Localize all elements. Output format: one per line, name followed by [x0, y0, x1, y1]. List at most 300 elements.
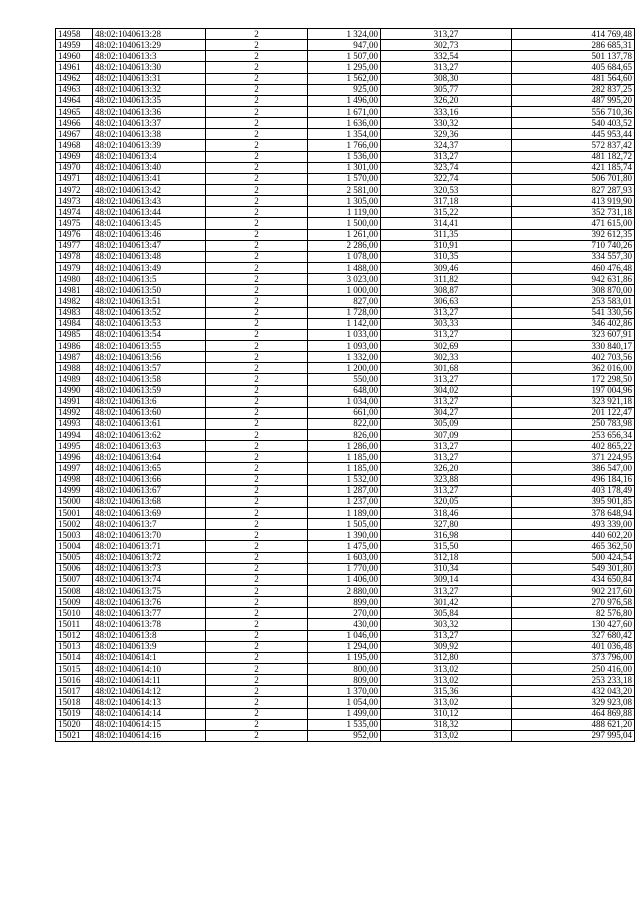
- land-area-cell: 800,00: [308, 664, 381, 675]
- cadastral-value-cell: 402 703,56: [512, 352, 635, 363]
- land-area-cell: 1 142,00: [308, 318, 381, 329]
- row-number-cell: 15009: [56, 597, 93, 608]
- table-row: [56, 140, 635, 151]
- cadastral-value-cell: 250 416,00: [512, 664, 635, 675]
- unit-value-cell: 301,42: [381, 597, 512, 608]
- cadastral-number-cell: 48:02:1040613:68: [93, 496, 206, 507]
- table-row: [56, 463, 635, 474]
- cadastral-value-cell: 323 921,18: [512, 396, 635, 407]
- table-row: [56, 95, 635, 106]
- category-code-cell: 2: [206, 73, 308, 84]
- cadastral-number-cell: 48:02:1040614:12: [93, 686, 206, 697]
- row-number-cell: 15007: [56, 574, 93, 585]
- unit-value-cell: 324,37: [381, 140, 512, 151]
- land-area-cell: 822,00: [308, 418, 381, 429]
- cadastral-value-cell: 250 783,98: [512, 418, 635, 429]
- cadastral-value-cell: 329 923,08: [512, 697, 635, 708]
- category-code-cell: 2: [206, 563, 308, 574]
- land-area-cell: 1 046,00: [308, 630, 381, 641]
- row-number-cell: 14995: [56, 441, 93, 452]
- unit-value-cell: 313,02: [381, 675, 512, 686]
- land-area-cell: 1 671,00: [308, 106, 381, 117]
- land-area-cell: 1 532,00: [308, 474, 381, 485]
- row-number-cell: 14969: [56, 151, 93, 162]
- unit-value-cell: 313,27: [381, 29, 512, 40]
- land-area-cell: 270,00: [308, 608, 381, 619]
- row-number-cell: 15012: [56, 630, 93, 641]
- category-code-cell: 2: [206, 173, 308, 184]
- table-row: [56, 574, 635, 585]
- table-row: [56, 597, 635, 608]
- row-number-cell: 15011: [56, 619, 93, 630]
- cadastral-value-cell: 395 901,85: [512, 496, 635, 507]
- unit-value-cell: 303,33: [381, 318, 512, 329]
- row-number-cell: 15014: [56, 652, 93, 663]
- land-area-cell: 1 505,00: [308, 519, 381, 530]
- cadastral-value-cell: 270 976,58: [512, 597, 635, 608]
- row-number-cell: 14988: [56, 363, 93, 374]
- cadastral-value-table: [55, 28, 635, 742]
- category-code-cell: 2: [206, 40, 308, 51]
- table-row: [56, 218, 635, 229]
- unit-value-cell: 305,77: [381, 84, 512, 95]
- table-row: [56, 430, 635, 441]
- unit-value-cell: 313,27: [381, 151, 512, 162]
- land-area-cell: 1 354,00: [308, 129, 381, 140]
- table-row: [56, 452, 635, 463]
- unit-value-cell: 318,32: [381, 719, 512, 730]
- cadastral-value-cell: 253 583,01: [512, 296, 635, 307]
- unit-value-cell: 310,34: [381, 563, 512, 574]
- cadastral-number-cell: 48:02:1040614:11: [93, 675, 206, 686]
- cadastral-value-cell: 556 710,36: [512, 106, 635, 117]
- category-code-cell: 2: [206, 385, 308, 396]
- row-number-cell: 14973: [56, 196, 93, 207]
- category-code-cell: 2: [206, 140, 308, 151]
- category-code-cell: 2: [206, 285, 308, 296]
- unit-value-cell: 315,22: [381, 207, 512, 218]
- cadastral-number-cell: 48:02:1040614:16: [93, 730, 206, 741]
- category-code-cell: 2: [206, 329, 308, 340]
- row-number-cell: 15008: [56, 586, 93, 597]
- row-number-cell: 15021: [56, 730, 93, 741]
- table-row: [56, 196, 635, 207]
- unit-value-cell: 309,46: [381, 262, 512, 273]
- category-code-cell: 2: [206, 530, 308, 541]
- table-row: [56, 274, 635, 285]
- unit-value-cell: 313,02: [381, 697, 512, 708]
- land-area-cell: 1 119,00: [308, 207, 381, 218]
- cadastral-value-cell: 421 185,74: [512, 162, 635, 173]
- land-area-cell: 1 305,00: [308, 196, 381, 207]
- unit-value-cell: 317,18: [381, 196, 512, 207]
- row-number-cell: 14985: [56, 329, 93, 340]
- row-number-cell: 15006: [56, 563, 93, 574]
- unit-value-cell: 311,35: [381, 229, 512, 240]
- cadastral-value-cell: 286 685,31: [512, 40, 635, 51]
- row-number-cell: 15000: [56, 496, 93, 507]
- cadastral-number-cell: 48:02:1040613:9: [93, 641, 206, 652]
- row-number-cell: 14967: [56, 129, 93, 140]
- land-area-cell: 1 093,00: [308, 340, 381, 351]
- cadastral-value-cell: 172 298,50: [512, 374, 635, 385]
- cadastral-value-cell: 942 631,86: [512, 274, 635, 285]
- row-number-cell: 14996: [56, 452, 93, 463]
- unit-value-cell: 302,33: [381, 352, 512, 363]
- table-row: [56, 118, 635, 129]
- unit-value-cell: 313,27: [381, 452, 512, 463]
- table-row: [56, 84, 635, 95]
- row-number-cell: 14975: [56, 218, 93, 229]
- cadastral-number-cell: 48:02:1040613:49: [93, 262, 206, 273]
- unit-value-cell: 313,27: [381, 374, 512, 385]
- table-row: [56, 396, 635, 407]
- land-area-cell: 1 728,00: [308, 307, 381, 318]
- cadastral-number-cell: 48:02:1040613:47: [93, 240, 206, 251]
- cadastral-value-cell: 352 731,18: [512, 207, 635, 218]
- table-row: [56, 418, 635, 429]
- land-area-cell: 925,00: [308, 84, 381, 95]
- cadastral-number-cell: 48:02:1040613:52: [93, 307, 206, 318]
- row-number-cell: 14980: [56, 274, 93, 285]
- cadastral-value-cell: 541 330,56: [512, 307, 635, 318]
- unit-value-cell: 315,36: [381, 686, 512, 697]
- row-number-cell: 14966: [56, 118, 93, 129]
- land-area-cell: 1 636,00: [308, 118, 381, 129]
- land-area-cell: 1 603,00: [308, 552, 381, 563]
- row-number-cell: 14976: [56, 229, 93, 240]
- table-row: [56, 664, 635, 675]
- cadastral-number-cell: 48:02:1040613:77: [93, 608, 206, 619]
- table-row: [56, 73, 635, 84]
- row-number-cell: 14978: [56, 251, 93, 262]
- row-number-cell: 14958: [56, 29, 93, 40]
- category-code-cell: 2: [206, 675, 308, 686]
- unit-value-cell: 301,68: [381, 363, 512, 374]
- unit-value-cell: 313,27: [381, 62, 512, 73]
- cadastral-number-cell: 48:02:1040613:40: [93, 162, 206, 173]
- cadastral-value-cell: 481 564,60: [512, 73, 635, 84]
- land-area-cell: 661,00: [308, 407, 381, 418]
- category-code-cell: 2: [206, 129, 308, 140]
- category-code-cell: 2: [206, 719, 308, 730]
- cadastral-value-cell: 445 953,44: [512, 129, 635, 140]
- category-code-cell: 2: [206, 296, 308, 307]
- cadastral-number-cell: 48:02:1040613:8: [93, 630, 206, 641]
- table-row: [56, 730, 635, 741]
- row-number-cell: 14994: [56, 430, 93, 441]
- land-area-cell: 1 286,00: [308, 441, 381, 452]
- category-code-cell: 2: [206, 641, 308, 652]
- category-code-cell: 2: [206, 207, 308, 218]
- table-row: [56, 485, 635, 496]
- cadastral-number-cell: 48:02:1040613:6: [93, 396, 206, 407]
- cadastral-value-cell: 82 576,80: [512, 608, 635, 619]
- cadastral-number-cell: 48:02:1040613:7: [93, 519, 206, 530]
- table-row: [56, 630, 635, 641]
- table-row: [56, 240, 635, 251]
- cadastral-value-cell: 432 043,20: [512, 686, 635, 697]
- table-row: [56, 329, 635, 340]
- cadastral-value-cell: 253 233,18: [512, 675, 635, 686]
- cadastral-number-cell: 48:02:1040613:3: [93, 51, 206, 62]
- land-area-cell: 1 033,00: [308, 329, 381, 340]
- land-area-cell: 1 287,00: [308, 485, 381, 496]
- unit-value-cell: 305,84: [381, 608, 512, 619]
- table-row: [56, 586, 635, 597]
- cadastral-value-cell: 572 837,42: [512, 140, 635, 151]
- row-number-cell: 14965: [56, 106, 93, 117]
- category-code-cell: 2: [206, 374, 308, 385]
- cadastral-number-cell: 48:02:1040613:51: [93, 296, 206, 307]
- table-row: [56, 697, 635, 708]
- unit-value-cell: 311,82: [381, 274, 512, 285]
- unit-value-cell: 312,80: [381, 652, 512, 663]
- land-area-cell: 2 880,00: [308, 586, 381, 597]
- row-number-cell: 14983: [56, 307, 93, 318]
- land-area-cell: 1 499,00: [308, 708, 381, 719]
- cadastral-value-cell: 297 995,04: [512, 730, 635, 741]
- table-row: [56, 151, 635, 162]
- unit-value-cell: 320,05: [381, 496, 512, 507]
- table-row: [56, 262, 635, 273]
- cadastral-value-cell: 501 137,78: [512, 51, 635, 62]
- table-row: [56, 106, 635, 117]
- row-number-cell: 14964: [56, 95, 93, 106]
- category-code-cell: 2: [206, 552, 308, 563]
- table-row: [56, 129, 635, 140]
- land-area-cell: 1 185,00: [308, 452, 381, 463]
- land-area-cell: 1 370,00: [308, 686, 381, 697]
- cadastral-number-cell: 48:02:1040613:36: [93, 106, 206, 117]
- unit-value-cell: 309,14: [381, 574, 512, 585]
- unit-value-cell: 313,27: [381, 396, 512, 407]
- unit-value-cell: 313,27: [381, 630, 512, 641]
- cadastral-number-cell: 48:02:1040613:67: [93, 485, 206, 496]
- cadastral-number-cell: 48:02:1040613:4: [93, 151, 206, 162]
- category-code-cell: 2: [206, 84, 308, 95]
- cadastral-value-cell: 471 615,00: [512, 218, 635, 229]
- land-area-cell: 1 000,00: [308, 285, 381, 296]
- row-number-cell: 15020: [56, 719, 93, 730]
- cadastral-value-cell: 540 403,52: [512, 118, 635, 129]
- row-number-cell: 15015: [56, 664, 93, 675]
- table-row: [56, 207, 635, 218]
- table-row: [56, 340, 635, 351]
- unit-value-cell: 309,92: [381, 641, 512, 652]
- land-area-cell: 3 023,00: [308, 274, 381, 285]
- row-number-cell: 14984: [56, 318, 93, 329]
- table-row: [56, 519, 635, 530]
- unit-value-cell: 313,27: [381, 329, 512, 340]
- cadastral-number-cell: 48:02:1040613:58: [93, 374, 206, 385]
- table-row: [56, 51, 635, 62]
- category-code-cell: 2: [206, 196, 308, 207]
- unit-value-cell: 327,80: [381, 519, 512, 530]
- cadastral-value-cell: 308 870,00: [512, 285, 635, 296]
- row-number-cell: 14989: [56, 374, 93, 385]
- land-area-cell: 826,00: [308, 430, 381, 441]
- cadastral-number-cell: 48:02:1040613:46: [93, 229, 206, 240]
- unit-value-cell: 313,02: [381, 730, 512, 741]
- table-row: [56, 407, 635, 418]
- cadastral-value-cell: 401 036,48: [512, 641, 635, 652]
- unit-value-cell: 303,32: [381, 619, 512, 630]
- category-code-cell: 2: [206, 240, 308, 251]
- land-area-cell: 1 562,00: [308, 73, 381, 84]
- cadastral-value-cell: 506 701,80: [512, 173, 635, 184]
- row-number-cell: 15019: [56, 708, 93, 719]
- category-code-cell: 2: [206, 697, 308, 708]
- unit-value-cell: 302,73: [381, 40, 512, 51]
- unit-value-cell: 322,74: [381, 173, 512, 184]
- cadastral-number-cell: 48:02:1040613:65: [93, 463, 206, 474]
- cadastral-number-cell: 48:02:1040613:48: [93, 251, 206, 262]
- category-code-cell: 2: [206, 396, 308, 407]
- category-code-cell: 2: [206, 619, 308, 630]
- category-code-cell: 2: [206, 463, 308, 474]
- cadastral-value-cell: 373 796,00: [512, 652, 635, 663]
- table-row: [56, 251, 635, 262]
- cadastral-value-cell: 403 178,49: [512, 485, 635, 496]
- row-number-cell: 14963: [56, 84, 93, 95]
- table-row: [56, 641, 635, 652]
- row-number-cell: 14993: [56, 418, 93, 429]
- cadastral-value-cell: 371 224,95: [512, 452, 635, 463]
- cadastral-value-cell: 334 557,30: [512, 251, 635, 262]
- cadastral-number-cell: 48:02:1040613:50: [93, 285, 206, 296]
- unit-value-cell: 313,02: [381, 664, 512, 675]
- table-body: [56, 29, 635, 742]
- cadastral-number-cell: 48:02:1040614:1: [93, 652, 206, 663]
- cadastral-value-cell: 710 740,26: [512, 240, 635, 251]
- land-area-cell: 430,00: [308, 619, 381, 630]
- land-area-cell: 1 390,00: [308, 530, 381, 541]
- cadastral-number-cell: 48:02:1040613:75: [93, 586, 206, 597]
- category-code-cell: 2: [206, 708, 308, 719]
- cadastral-number-cell: 48:02:1040613:38: [93, 129, 206, 140]
- row-number-cell: 15001: [56, 508, 93, 519]
- land-area-cell: 2 581,00: [308, 184, 381, 195]
- cadastral-number-cell: 48:02:1040613:78: [93, 619, 206, 630]
- category-code-cell: 2: [206, 318, 308, 329]
- land-area-cell: 1 295,00: [308, 62, 381, 73]
- category-code-cell: 2: [206, 664, 308, 675]
- cadastral-number-cell: 48:02:1040613:29: [93, 40, 206, 51]
- land-area-cell: 1 770,00: [308, 563, 381, 574]
- table-row: [56, 496, 635, 507]
- cadastral-value-cell: 464 869,88: [512, 708, 635, 719]
- unit-value-cell: 313,27: [381, 586, 512, 597]
- table-row: [56, 719, 635, 730]
- row-number-cell: 14972: [56, 184, 93, 195]
- table-row: [56, 352, 635, 363]
- table-row: [56, 374, 635, 385]
- cadastral-value-cell: 481 182,72: [512, 151, 635, 162]
- category-code-cell: 2: [206, 686, 308, 697]
- cadastral-value-cell: 414 769,48: [512, 29, 635, 40]
- cadastral-number-cell: 48:02:1040613:43: [93, 196, 206, 207]
- land-area-cell: 1 332,00: [308, 352, 381, 363]
- category-code-cell: 2: [206, 441, 308, 452]
- row-number-cell: 15017: [56, 686, 93, 697]
- unit-value-cell: 308,87: [381, 285, 512, 296]
- row-number-cell: 14997: [56, 463, 93, 474]
- land-area-cell: 1 237,00: [308, 496, 381, 507]
- land-area-cell: 1 034,00: [308, 396, 381, 407]
- unit-value-cell: 306,63: [381, 296, 512, 307]
- land-area-cell: 899,00: [308, 597, 381, 608]
- row-number-cell: 14977: [56, 240, 93, 251]
- land-area-cell: 2 286,00: [308, 240, 381, 251]
- cadastral-value-cell: 493 339,00: [512, 519, 635, 530]
- row-number-cell: 15005: [56, 552, 93, 563]
- table-row: [56, 686, 635, 697]
- table-row: [56, 40, 635, 51]
- table-row: [56, 307, 635, 318]
- cadastral-value-cell: 130 427,60: [512, 619, 635, 630]
- land-area-cell: 648,00: [308, 385, 381, 396]
- cadastral-number-cell: 48:02:1040613:28: [93, 29, 206, 40]
- category-code-cell: 2: [206, 62, 308, 73]
- category-code-cell: 2: [206, 162, 308, 173]
- cadastral-value-cell: 405 684,65: [512, 62, 635, 73]
- cadastral-number-cell: 48:02:1040613:30: [93, 62, 206, 73]
- cadastral-value-cell: 465 362,50: [512, 541, 635, 552]
- cadastral-number-cell: 48:02:1040614:10: [93, 664, 206, 675]
- cadastral-value-cell: 434 650,84: [512, 574, 635, 585]
- unit-value-cell: 310,35: [381, 251, 512, 262]
- cadastral-number-cell: 48:02:1040613:61: [93, 418, 206, 429]
- category-code-cell: 2: [206, 586, 308, 597]
- unit-value-cell: 318,46: [381, 508, 512, 519]
- cadastral-value-cell: 323 607,91: [512, 329, 635, 340]
- category-code-cell: 2: [206, 95, 308, 106]
- cadastral-value-cell: 346 402,86: [512, 318, 635, 329]
- table-row: [56, 441, 635, 452]
- row-number-cell: 14999: [56, 485, 93, 496]
- table-row: [56, 363, 635, 374]
- row-number-cell: 15010: [56, 608, 93, 619]
- cadastral-number-cell: 48:02:1040613:69: [93, 508, 206, 519]
- land-area-cell: 947,00: [308, 40, 381, 51]
- unit-value-cell: 304,27: [381, 407, 512, 418]
- unit-value-cell: 329,36: [381, 129, 512, 140]
- land-area-cell: 1 535,00: [308, 719, 381, 730]
- unit-value-cell: 313,27: [381, 441, 512, 452]
- cadastral-number-cell: 48:02:1040613:44: [93, 207, 206, 218]
- row-number-cell: 14990: [56, 385, 93, 396]
- table-row: [56, 173, 635, 184]
- land-area-cell: 1 570,00: [308, 173, 381, 184]
- cadastral-number-cell: 48:02:1040613:76: [93, 597, 206, 608]
- table-row: [56, 675, 635, 686]
- land-area-cell: 1 500,00: [308, 218, 381, 229]
- table-row: [56, 708, 635, 719]
- row-number-cell: 14959: [56, 40, 93, 51]
- table-row: [56, 385, 635, 396]
- category-code-cell: 2: [206, 307, 308, 318]
- land-area-cell: 1 185,00: [308, 463, 381, 474]
- cadastral-value-cell: 413 919,90: [512, 196, 635, 207]
- category-code-cell: 2: [206, 597, 308, 608]
- cadastral-number-cell: 48:02:1040613:42: [93, 184, 206, 195]
- category-code-cell: 2: [206, 730, 308, 741]
- land-area-cell: 550,00: [308, 374, 381, 385]
- table-row: [56, 285, 635, 296]
- cadastral-value-cell: 488 621,20: [512, 719, 635, 730]
- land-area-cell: 1 294,00: [308, 641, 381, 652]
